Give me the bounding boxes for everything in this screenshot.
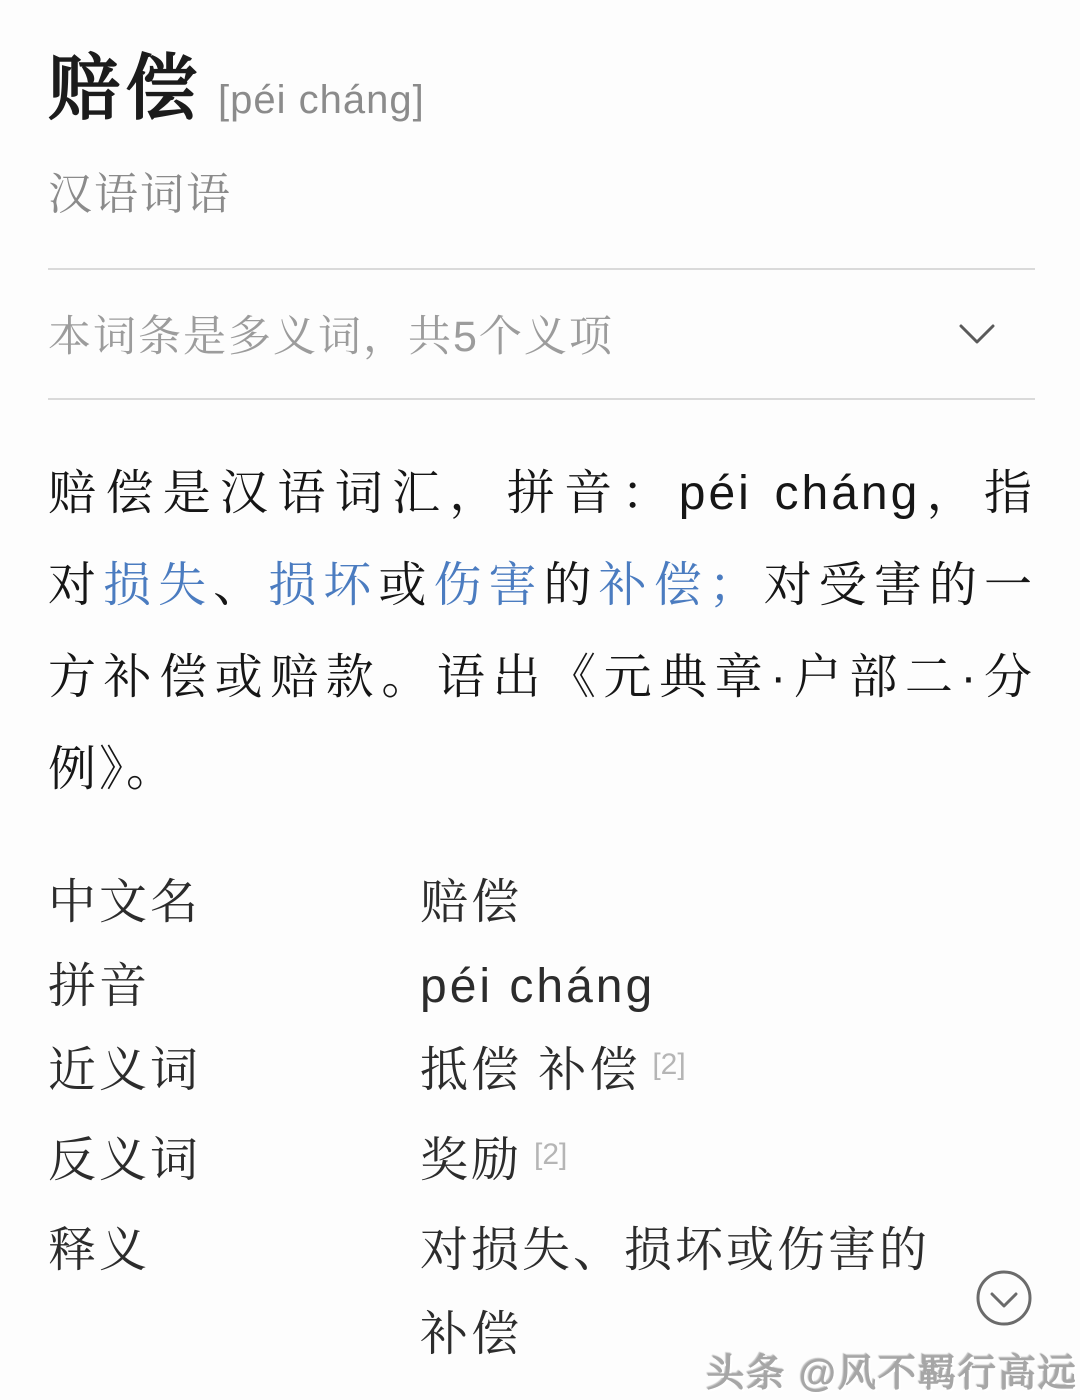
infobox-value-text: péi cháng: [420, 959, 656, 1013]
summary-text: 方补偿或赔款。语出《元典章·户部二·分: [48, 650, 1035, 704]
summary-line: [48, 448, 1035, 540]
infobox-label: 拼音: [48, 959, 151, 1013]
polysemy-notice-text: 本词条是多义词，共5个义项: [48, 313, 614, 362]
entry-link[interactable]: ；: [708, 558, 760, 612]
infobox-row: [48, 861, 1035, 945]
reference-link[interactable]: [2]: [534, 1137, 568, 1171]
reference-link[interactable]: [2]: [652, 1047, 686, 1081]
infobox-value: [420, 1029, 965, 1119]
summary-line: [48, 540, 1035, 632]
infobox-label: 中文名: [48, 875, 202, 929]
summary-text: 例》。: [48, 742, 178, 796]
infobox-label: 近义词: [48, 1043, 202, 1097]
summary-line: [48, 632, 1035, 724]
infobox-value: [420, 1119, 965, 1209]
summary-text: 、: [213, 558, 269, 612]
entry-link[interactable]: 损坏: [268, 558, 379, 612]
divider-bottom: [48, 398, 1035, 400]
chevron-down-icon[interactable]: [959, 323, 995, 345]
summary-text: 赔偿是汉语词汇，拼音：péi cháng，指: [48, 466, 1035, 520]
infobox: [48, 861, 1035, 1377]
expand-circle-chevron-icon[interactable]: [975, 1269, 1033, 1327]
page-title: 赔偿: [48, 49, 203, 129]
infobox-row: [48, 945, 1035, 1029]
infobox-value-text: 对损失、损坏或伤害的补偿: [420, 1223, 931, 1361]
summary-line: [48, 724, 1035, 816]
summary-text: 对: [48, 558, 104, 612]
summary-paragraph: [48, 448, 1035, 816]
polysemy-notice-bar[interactable]: [48, 270, 1035, 398]
infobox-label: 释义: [48, 1223, 151, 1277]
infobox-value-text: 奖励: [420, 1133, 523, 1187]
entry-header: [48, 0, 1035, 222]
watermark: 头条 @风不羁行高远: [706, 1353, 1078, 1395]
infobox-value-text: 抵偿 补偿: [420, 1043, 641, 1097]
entry-link[interactable]: 损失: [103, 558, 214, 612]
summary-text: 对受害的一: [759, 558, 1035, 612]
summary-text: 的: [543, 558, 599, 612]
entry-category: 汉语词语: [48, 169, 232, 219]
summary-text: 或: [378, 558, 434, 612]
title-row: [48, 0, 1035, 128]
entry-link[interactable]: 伤害: [433, 558, 544, 612]
infobox-value-text: 赔偿: [420, 875, 523, 929]
title-pinyin: [péi cháng]: [218, 78, 425, 122]
infobox-value: [420, 861, 965, 945]
entry-link[interactable]: 补偿: [598, 558, 709, 612]
infobox-row: [48, 1119, 1035, 1209]
infobox-label: 反义词: [48, 1133, 202, 1187]
infobox-row: [48, 1029, 1035, 1119]
infobox-value: [420, 945, 965, 1029]
